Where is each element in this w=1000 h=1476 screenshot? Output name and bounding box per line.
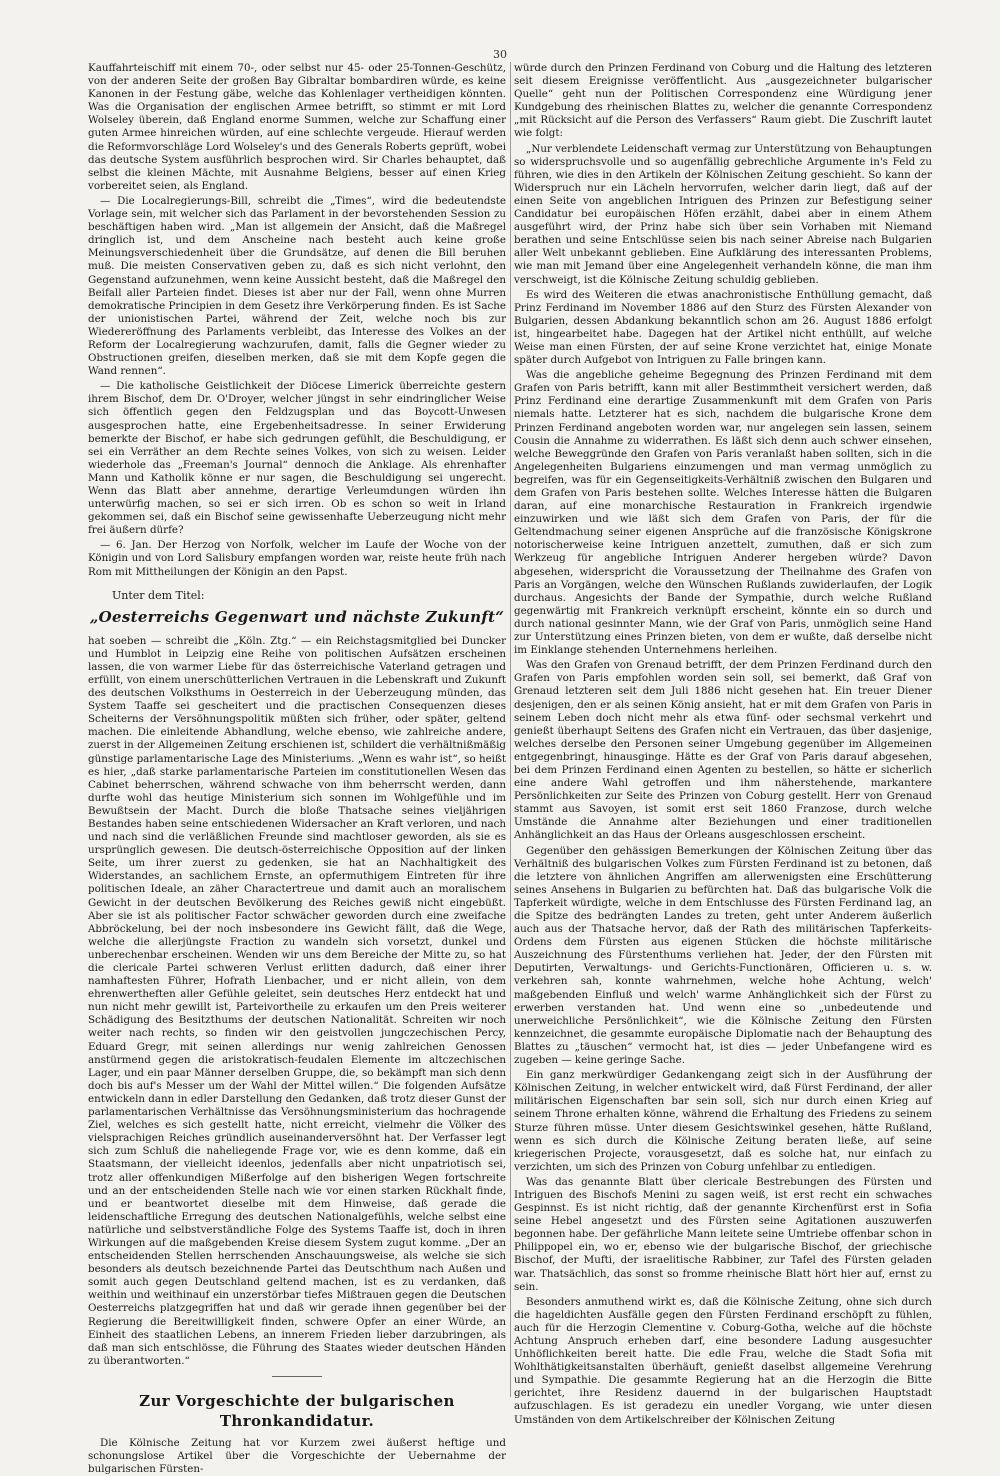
right-paragraph: Besonders anmuthend wirkt es, daß die Kölnische Zeitung, ohne sich durch die hageldichten Ausfälle gegen den Fürsten Ferdinand erschöpft zu fühlen, auch für die Herzogin Clementine v. Coburg-Gotha, welche auf die höchste Achtung Anspruch erheben darf, eine besondere Ladung ausgesuchter Unhöflichkeiten bereit hatte. Die edle Frau, welche die Stadt Sofia mit Wohlthätigkeitsanstalten überhäuft, genießt daselbst allgemeine Verehrung und Sympathie. Die gesammte Regierung hat an die Herzogin die Bitte gerichtet, ihre Residenz dauernd in der bulgarischen Hauptstadt aufzuschlagen. Es ist geradezu ein unedler Vorgang, wie unter diesen Umständen von dem Artikelschreiber der Kölnischen Zeitung	[514, 1295, 932, 1426]
left-paragraph: — Die Localregierungs-Bill, schreibt die „Times“, wird die bedeutendste Vorlage sein, mit welcher sich das Parlament in der bevorstehenden Session zu beschäftigen haben wird. „Man ist allgemein der Ansicht, daß die Maßregel dringlich ist, und dem Anscheine nach besteht auch keine große Meinungsverschiedenheit über die Grundsätze, auf denen die Bill beruhen muß. Die meisten Conservativen geben zu, daß es sich nicht verlohnt, den Gegenstand aufzunehmen, wenn keine Aussicht besteht, daß die Maßregel den Beifall aller Parteien findet. Dieses ist aber nur der Fall, wenn ohne Murren demokratische Principien in dem Gesetz ihre Verkörperung finden. Es ist Sache der unionistischen Partei, während der Zeit, welche noch bis zur Wiedereröffnung des Parlaments verbleibt, das Interesse des Volkes an der Reform der Localregierung wachzurufen, damit, falls die Gegner wieder zu Obstructionen greifen, dieselben merken, daß sie mit dem Kopfe gegen die Wand rennen“.	[88, 194, 506, 378]
article-title: „Oesterreichs Gegenwart und nächste Zukunft“	[89, 607, 505, 626]
left-paragraph: — 6. Jan. Der Herzog von Norfolk, welcher im Laufe der Woche von der Königin und von Lord Salisbury empfangen worden war, reiste heute früh nach Rom mit Mittheilungen der Königin an den Papst.	[88, 539, 506, 578]
right-paragraph: Was den Grafen von Grenaud betrifft, der dem Prinzen Ferdinand durch den Grafen von Paris empfohlen worden sein soll, sei bemerkt, daß Graf von Grenaud letzteren seit dem Juli 1886 nicht gesehen hat. Ein treuer Diener desjenigen, den er als seinen König ansieht, hat er mit dem Grafen von Paris in seinem Leben doch nicht mehr als etwa fünf- oder sechsmal verkehrt und genießt überhaupt Seitens des Grafen nicht ein Vertrauen, das über dasjenige, welches derselbe den Personen seiner Umgebung gegenüber im Allgemeinen entgegenbringt, hinausginge. Hätte es der Graf von Paris darauf abgesehen, bei dem Prinzen Ferdinand einen Agenten zu bestellen, so hätte er sicherlich eine andere Wahl getroffen und ihm näherstehende, markantere Persönlichkeiten zur Seite des Prinzen von Coburg gestellt. Herr von Grenaud stammt aus Savoyen, ist somit erst seit 1860 Franzose, durch welche Umstände die Annahme alter Beziehungen und einer traditionellen Anhänglichkeit an das Haus der Orleans ausgeschlossen erscheint.	[514, 659, 932, 842]
right-paragraph: Ein ganz merkwürdiger Gedankengang zeigt sich in der Ausführung der Kölnischen Zeitung, in welcher entwickelt wird, daß Fürst Ferdinand, der aller militärischen Eigenschaften bar sein soll, sich nur durch einen Krieg auf seinem Throne erhalten könne, während die Erhaltung des Friedens zu seinem Sturze führen müsse. Unter diesem Gesichtswinkel gesehen, hätte Rußland, wenn es sich durch die Kölnische Zeitung beraten ließe, auf seine kriegerischen Projecte, vorausgesetzt, daß es solche hat, nur einfach zu verzichten, um sich des Prinzen von Coburg unfehlbar zu entledigen.	[514, 1069, 932, 1173]
column-divider	[510, 62, 511, 1397]
right-column	[514, 62, 932, 1426]
right-paragraph: würde durch den Prinzen Ferdinand von Coburg und die Haltung des letzteren seit diesem Ereignisse veröffentlicht. Aus „ausgezeichneter bulgarischer Quelle“ geht nun der Politischen Correspondenz eine Würdigung jener Kundgebung des rheinischen Blattes zu, welcher die genannte Correspondenz „mit Rücksicht auf die Person des Verfassers“ Raum giebt. Die Zuschrift lautet wie folgt:	[514, 62, 932, 140]
right-paragraph: Es wird des Weiteren die etwas anachronistische Enthüllung gemacht, daß Prinz Ferdinand im November 1886 auf den Sturz des Fürsten Alexander von Bulgarien, dessen Abdankung bekanntlich schon am 26. August 1886 erfolgt ist, hingearbeitet habe. Dagegen hat der Artikel nicht enthüllt, auf welche Weise man einen Fürsten, der auf seine Krone verzichtet hat, einige Monate später durch Aufgebot von Intriguen zu Falle bringen kann.	[514, 288, 932, 367]
section-separator	[272, 1376, 322, 1377]
left-paragraph: Die Kölnische Zeitung hat vor Kurzem zwei äußerst heftige und schonungslose Artikel über die Vorgeschichte der Uebernahme der bulgarischen Fürsten-	[88, 1436, 506, 1476]
left-paragraph: Kauffahrteischiff mit einem 70-, oder selbst nur 45- oder 25-Tonnen-Geschütz, von der anderen Seite der großen Bay Gibraltar bombardiren würde, es keine Kanonen in der Festung gäbe, welche das Kohlenlager vertheidigen könnten. Was die Organisation der englischen Armee betrifft, so stimmt er mit Lord Wolseley überein, daß England enorme Summen, welche zur Schaffung einer guten Armee hinreichen würden, auf eine schlechte vergeude. Hierauf werden die Reformvorschläge Lord Wolseley's und des Generals Roberts geprüft, wobei das deutsche System ausführlich besprochen wird. Sir Charles behauptet, daß selbst die kleinen Mächte, mit Ausnahme Belgiens, besser auf einen Krieg vorbereitet seien, als England.	[88, 62, 506, 192]
left-column	[88, 62, 506, 1476]
right-paragraph: Gegenüber den gehässigen Bemerkungen der Kölnischen Zeitung über das Verhältniß des bulgarischen Volkes zum Fürsten Ferdinand ist zu betonen, daß die letztere von ähnlichen Angriffen am allerwenigsten eine Erschütterung seines Ansehens in Bulgarien zu befürchten hat. Daß das bulgarische Volk die Tapferkeit würdigte, welche in dem Entschlusse des Fürsten Ferdinand lag, an die Spitze des bedrängten Landes zu treten, geht unter Anderem äußerlich auch aus der Thatsache hervor, daß der Rath des militärischen Tapferkeits-Ordens dem Fürsten aus eigenen Stücken die höchste militärische Auszeichnung des Fürstenthums verliehen hat. Jeder, der den Fürsten mit Deputirten, Verwaltungs- und Gerichts-Functionären, Officieren u. s. w. verkehren sah, konnte wahrnehmen, welche hohe Achtung, welch' maßgebenden Einfluß und welch' warme Anhänglichkeit sich der Fürst zu erwerben verstanden hat. Und wenn eine so „unbedeutende und unerweichliche Persönlichkeit“, wie die Kölnische Zeitung den Fürsten kennzeichnet, die gesammte europäische Diplomatie nach der Behauptung des Blattes zu „täuschen“ vermocht hat, ist dies — jeder Unbefangene wird es zugeben — keine geringe Sache.	[514, 844, 932, 1067]
left-paragraph: hat soeben — schreibt die „Köln. Ztg.“ — ein Reichstagsmitglied bei Duncker und Humblot in Leipzig eine Reihe von politischen Aufsätzen erscheinen lassen, die von warmer Liebe für das österreichische Vaterland getragen und erfüllt, von einem unerschütterlichen Vertrauen in die Lebenskraft und Zukunft des deutschen Volksthums in Oesterreich in der Ueberzeugung münden, das System Taaffe sei gescheitert und die practischen Consequenzen dieses Scheiterns der Versöhnungspolitik müßten sich früher, oder später, geltend machen. Die einleitende Abhandlung, welche ebenso, wie zahlreiche andere, zuerst in der Allgemeinen Zeitung erschienen ist, schildert die verhältnißmäßig günstige parlamentarische Lage des Ministeriums. „Wenn es wahr ist“, so heißt es hier, „daß starke parlamentarische Parteien im constitutionellen Wesen das Cabinet beherrschen, während schwache von ihm beherrscht werden, dann durfte wohl das heutige Ministerium sich sonnen im Wohlgefühle und im Bewußtsein der Macht. Durch die bloße Thatsache seines vieljährigen Bestandes haben seine entschiedenen Widersacher an Kraft verloren, und nach und nach sind die verläßlichen Freunde sind machtloser geworden, als sie es ursprünglich gewesen. Die deutsch-österreichische Opposition auf der linken Seite, um ihrer zuerst zu gedenken, sie hat an Nachhaltigkeit des Widerstandes, an sachlichem Ernste, an opfermuthigem Eintreten für ihre politischen Ideale, an zäher Charactertreue und damit auch an moralischem Gewicht in der deutschen Bevölkerung des Reiches gewiß nicht eingebüßt. Aber sie ist als politischer Factor schwächer geworden durch eine zweifache Abbröckelung, bei der noch insbesondere ins Gewicht fällt, daß die Wege, welche die allerjüngste Fraction zu wandeln sich vorsetzt, dunkel und unberechenbar erscheinen. Wenden wir uns dem Bereiche der Mitte zu, so hat die clericale Partei schweren Verlust erlitten dadurch, daß einer ihrer namhaftesten Führer, Hofrath Lienbacher, und er nicht allein, von dem ehrenwertheften aller Gefühle geleitet, sein deutsches Herz entdeckt hat und nun nicht mehr gewillt ist, Parteivortheile zu erkaufen um den Preis weiterer Schädigung des Besitzthums der deutschen Nationalität. Schreiten wir noch weiter nach rechts, so finden wir den geistvollen jungczechischen Percy, Eduard Gregr, mit seinen allerdings nur wenig zahlreichen Genossen anstürmend gegen die aristokratisch-feudalen Elemente im altczechischen Lager, und ein paar Männer derselben Gruppe, die, so bekämpft man sich denn doch bis auf's Messer um der Wahl der Mittel willen.“ Die folgenden Aufsätze entwickeln dann in edler Darstellung den Gedanken, daß trotz dieser Gunst der parlamentarischen Verhältnisse das Versöhnungsministerium das hochragende Ziel, welches es sich gestellt hatte, nicht erreicht, vielmehr die Völker des vielsprachigen Reiches gründlich auseinanderversöhnt hat. Der Verfasser legt sich zum Schluß die naheliegende Frage vor, wie es denn komme, daß ein Staatsmann, der vielleicht ideenlos, jedenfalls aber nicht unpatriotisch sei, trotz aller offenkundigen Mißerfolge auf den bisherigen Wegen fortschreite und an der entscheidenden Stelle nach wie vor einen starken Rückhalt finde, und er beantwortet dieselbe mit dem Hinweise, daß gerade die leidenschaftliche Erregung des deutschen Nationalgefühls, welche selbst eine natürliche und selbstverständliche Folge des Systems Taaffe ist, doch in ihren Wirkungen auf die maßgebenden Kreise diesem System zugut komme. „Der an entscheidenden Stellen herrschenden Anschauungsweise, als welche sie sich besonders als deutsch bezeichnende Partei das Deutschthum nach Außen und somit auch gegen Deutschland geltend machen, ist es zu verdanken, daß weithin und weithinauf ein unzerstörbar tiefes Mißtrauen gegen die Deutschen Oesterreichs platzgegriffen hat und daß wir gerade ihnen gegenüber bei der Regierung die Bereitwilligkeit finden, schwere Opfer an einer Würde, an Einheit des staatlichen Lebens, an innerem Frieden lieber darzubringen, als daß man sich entschlösse, die Führung des Staates wieder deutschen Händen zu überantworten.“	[88, 634, 506, 1367]
right-paragraph: Was das genannte Blatt über clericale Bestrebungen des Fürsten und Intriguen des Bischofs Menini zu sagen weiß, ist erst recht ein schwaches Gespinnst. Es ist nicht richtig, daß der genannte Kirchenfürst erst in Sofia seine Hebel angesetzt und des Fürsten seine Agitationen auszuwerfen begonnen habe. Der gefährliche Mann leitete seine Umtriebe offenbar schon in Philippopel ein, wo er, ebenso wie der bulgarische Bischof, der griechische Bischof, der Mufti, der israelitische Rabbiner, zur Tafel des Fürsten geladen war. Thatsächlich, das sonst so fromme rheinische Blatt hört hier auf, ernst zu sein.	[514, 1175, 932, 1293]
right-paragraph: Was die angebliche geheime Begegnung des Prinzen Ferdinand mit dem Grafen von Paris betrifft, kann mit aller Bestimmtheit versichert werden, daß Prinz Ferdinand eine derartige Zusammenkunft mit dem Grafen von Paris niemals hatte. Letzterer hat es sich, nachdem die bulgarische Krone dem Prinzen Ferdinand angeboten worden war, nur angelegen sein lassen, seinem Cousin die Annahme zu widerrathen. Es läßt sich denn auch schwer einsehen, welche Beweggründe den Grafen von Paris veranlaßt haben sollten, sich in die Angelegenheiten Bulgariens einzumengen und man vermag unmöglich zu begreifen, was für ein Gegenseitigkeits-Verhältniß zwischen den Bulgaren und dem Grafen von Paris bestehen sollte. Welches Interesse hätten die Bulgaren daran, auf eine monarchische Restauration in Frankreich irgendwie einzuwirken und wie läßt sich dem Grafen von Paris, der für die Geltendmachung seiner eigenen Ansprüche auf die französische Königskrone notorischerweise keine Intriguen anzettelt, zumuthen, daß er sich zum Werkzeug für angebliche Intriguen Anderer hergeben würde? Davon abgesehen, widerspricht die Voraussetzung der Theilnahme des Grafen von Paris an Vorgängen, welche den Wünschen Rußlands zuwiderlaufen, der Logik durchaus. Angesichts der Bande der Sympathie, durch welche Rußland gegenwärtig mit Frankreich verknüpft erscheint, könnte ein so durch und durch national gesinnter Mann, wie der Graf von Paris, unmöglich seine Hand zur Unterstützung eines Prinzen bieten, von dem er wußte, daß derselbe nicht im Einklange stehenden Unternehmens herleihen.	[514, 369, 932, 657]
page-number: 30	[493, 48, 507, 61]
left-paragraph: — Die katholische Geistlichkeit der Diöcese Limerick überreichte gestern ihrem Bischof, dem Dr. O'Droyer, welcher jüngst in sehr eindringlicher Weise sich öffentlich gegen den Feldzugsplan und das Boycott-Unwesen ausgesprochen hatte, eine Ergebenheitsadresse. In seiner Erwiderung bemerkte der Bischof, er habe sich gedrungen gefühlt, die Beschuldigung, er sei ein Verräther an dem Rechte seines Volkes, von sich zu weisen. Leider wiederhole das „Freeman's Journal“ dennoch die Anklage. Als ehrenhafter Mann und Katholik könne er nur sagen, die Beschuldigung sei ungerecht. Wenn das Blatt aber annehme, derartige Verleumdungen würden ihn unterwürfig machen, so sei er sich irren. Ob es schon so weit in Irland gekommen sei, daß ein Bischof seine gewissenhafte Ueberzeugung nicht mehr frei äußern dürfe?	[88, 380, 506, 537]
right-paragraph: „Nur verblendete Leidenschaft vermag zur Unterstützung von Behauptungen so widerspruchsvolle und so augenfällig gebrechliche Argumente in's Feld zu führen, wie dies in den Artikeln der Kölnischen Zeitung geschieht. So kann der Widerspruch nur ein Lächeln hervorrufen, welcher darin liegt, daß auf der einen Seite von angeblichen Intriguen des Prinzen zur Befestigung seiner Candidatur bei europäischen Höfen erzählt, dabei aber in einem Athem ausgeführt wird, der Prinz habe sich über sein Vorhaben mit Niemand berathen und seine Entschlüsse seien bis nach seiner Abreise nach Bulgarien aller Welt unbekannt geblieben. Eine Aufklärung des interessanten Problems, wie man mit Jemand über eine Angelegenheit verhandeln könne, die man ihm verschweigt, ist die Kölnische Zeitung schuldig geblieben.	[514, 142, 932, 286]
section-title: Zur Vorgeschichte der bulgarischen Thronkandidatur.	[139, 1391, 455, 1430]
subheading: Unter dem Titel:	[112, 588, 205, 602]
